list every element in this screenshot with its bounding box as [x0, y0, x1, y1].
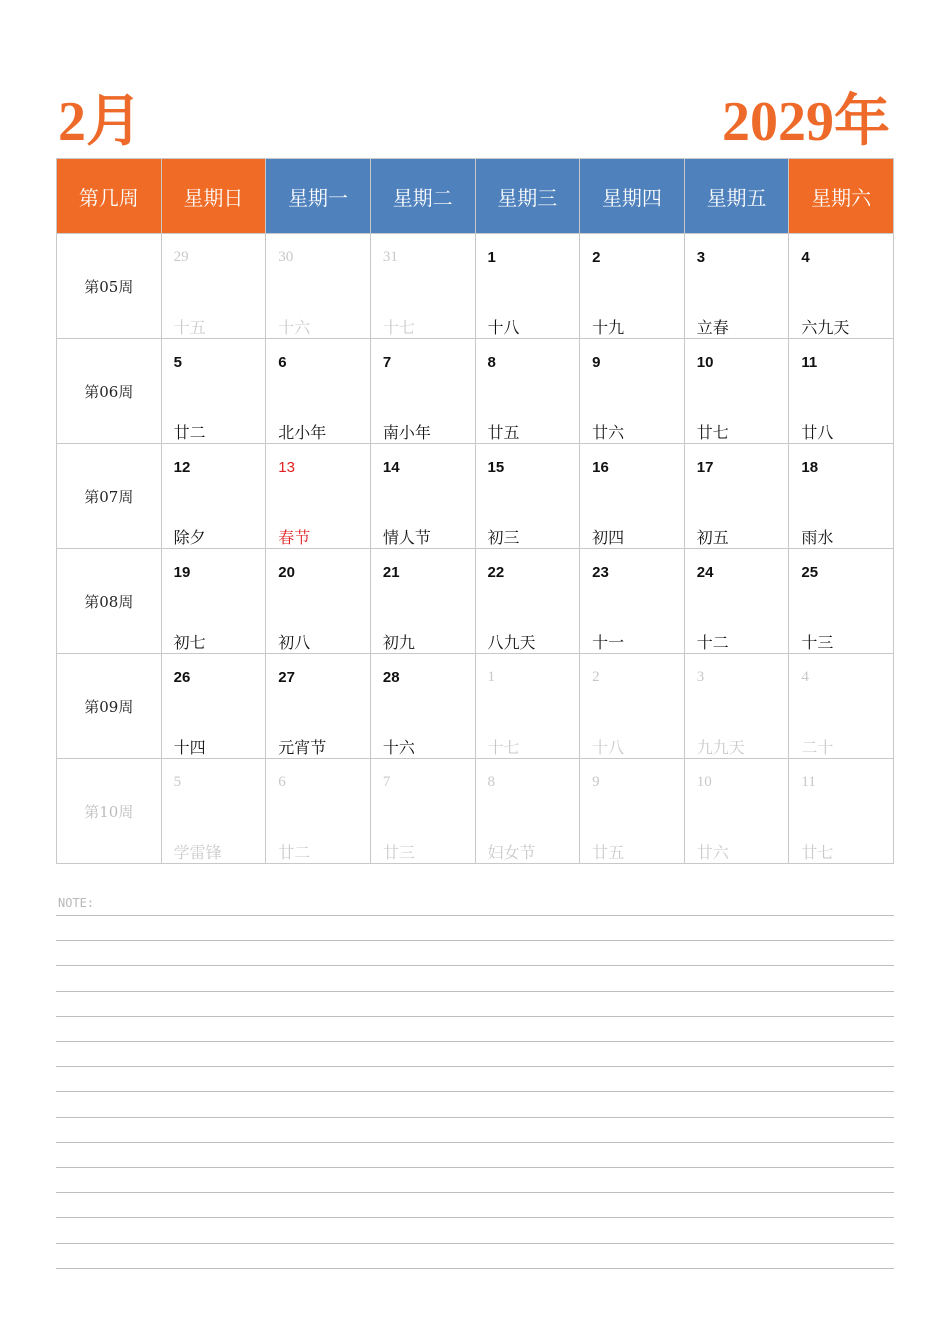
solar-date: 26 [173, 669, 191, 686]
day-cell-content [162, 759, 266, 863]
solar-date: 7 [382, 354, 392, 371]
note-line [56, 1268, 894, 1269]
lunar-date: 春节 [278, 528, 311, 547]
solar-date: 2 [592, 669, 600, 685]
lunar-date: 十六 [382, 738, 415, 757]
lunar-date: 廿八 [801, 423, 834, 442]
solar-date: 10 [696, 774, 712, 790]
lunar-date: 廿五 [592, 843, 625, 862]
solar-date: 9 [592, 774, 600, 790]
day-cell-content [685, 549, 789, 653]
solar-date: 5 [173, 354, 182, 371]
day-cell[interactable] [475, 759, 580, 864]
day-cell-content [162, 654, 266, 758]
week-row [57, 549, 894, 654]
lunar-date: 十七 [487, 738, 520, 757]
note-line [56, 991, 894, 992]
day-cell[interactable] [789, 654, 894, 759]
solar-date: 11 [801, 354, 818, 371]
day-cell-content [266, 444, 370, 548]
solar-date: 13 [278, 459, 295, 476]
lunar-date: 六九天 [801, 318, 850, 337]
day-cell-content [371, 654, 475, 758]
week-row [57, 234, 894, 339]
day-cell-content [580, 759, 684, 863]
solar-date: 1 [487, 669, 495, 685]
header-monday: 星期一 [266, 159, 371, 234]
day-cell-content [266, 549, 370, 653]
note-line [56, 1041, 894, 1042]
day-cell-content [580, 444, 684, 548]
day-cell-content [162, 339, 266, 443]
lunar-date: 立春 [696, 318, 729, 337]
day-cell-content [685, 444, 789, 548]
week-number-label: 第07周 [57, 444, 162, 549]
day-cell-content [266, 654, 370, 758]
day-cell[interactable] [266, 759, 371, 864]
day-cell-content [685, 339, 789, 443]
lunar-date: 十八 [487, 318, 520, 337]
day-cell-content [476, 234, 580, 338]
solar-date: 18 [801, 459, 819, 476]
note-line [56, 965, 894, 966]
week-row [57, 654, 894, 759]
day-cell-content [371, 549, 475, 653]
lunar-date: 除夕 [173, 528, 206, 547]
day-cell-content [266, 759, 370, 863]
day-cell[interactable] [580, 759, 685, 864]
lunar-date: 妇女节 [487, 843, 536, 862]
note-line [56, 1091, 894, 1092]
lunar-date: 情人节 [382, 528, 431, 547]
calendar-grid [56, 158, 894, 864]
day-cell[interactable] [161, 759, 266, 864]
day-cell-content [371, 234, 475, 338]
day-cell[interactable] [789, 339, 894, 444]
lunar-date: 廿七 [801, 843, 834, 862]
day-cell-content [476, 654, 580, 758]
week-number-label: 第10周 [57, 759, 162, 864]
note-line [56, 1243, 894, 1244]
year-title: 2029年 [722, 91, 890, 153]
day-cell[interactable] [475, 654, 580, 759]
lunar-date: 十八 [592, 738, 625, 757]
week-row [57, 759, 894, 864]
day-cell-content [789, 549, 893, 653]
header-week-number: 第几周 [57, 159, 162, 234]
day-cell[interactable] [789, 234, 894, 339]
header-wednesday: 星期三 [475, 159, 580, 234]
solar-date: 15 [487, 459, 505, 476]
note-line [56, 1117, 894, 1118]
day-cell[interactable] [580, 654, 685, 759]
solar-date: 2 [592, 249, 601, 266]
solar-date: 3 [696, 249, 706, 266]
day-cell[interactable] [684, 654, 789, 759]
solar-date: 8 [487, 774, 495, 790]
solar-date: 17 [696, 459, 714, 476]
day-cell-content [371, 444, 475, 548]
day-cell-content [580, 234, 684, 338]
day-cell[interactable] [370, 759, 475, 864]
lunar-date: 廿六 [592, 423, 625, 442]
lunar-date: 廿五 [487, 423, 520, 442]
lunar-date: 南小年 [382, 423, 431, 442]
lunar-date: 十二 [696, 633, 729, 652]
lunar-date: 十一 [592, 633, 625, 652]
day-cell[interactable] [370, 234, 475, 339]
week-number-label: 第08周 [57, 549, 162, 654]
day-cell[interactable] [161, 444, 266, 549]
header-thursday: 星期四 [580, 159, 685, 234]
day-cell-content [162, 444, 266, 548]
day-cell-content [789, 234, 893, 338]
week-row [57, 444, 894, 549]
solar-date: 30 [278, 249, 294, 265]
day-cell[interactable] [370, 654, 475, 759]
lunar-date: 十九 [592, 318, 625, 337]
day-cell-content [162, 549, 266, 653]
lunar-date: 二十 [801, 738, 834, 757]
day-cell[interactable] [161, 234, 266, 339]
day-cell-content [371, 759, 475, 863]
notes-label: NOTE: [58, 896, 95, 910]
solar-date: 3 [696, 669, 705, 685]
solar-date: 24 [696, 564, 714, 581]
note-line [56, 940, 894, 941]
day-cell-content [685, 759, 789, 863]
note-line [56, 1192, 894, 1193]
header-friday: 星期五 [684, 159, 789, 234]
day-cell[interactable] [580, 234, 685, 339]
lunar-date: 初五 [696, 528, 729, 547]
day-cell-content [789, 759, 893, 863]
solar-date: 28 [382, 669, 400, 686]
lunar-date: 雨水 [801, 528, 834, 547]
day-cell[interactable] [370, 549, 475, 654]
lunar-date: 十六 [278, 318, 311, 337]
solar-date: 11 [801, 774, 816, 790]
solar-date: 27 [278, 669, 295, 686]
lunar-date: 廿三 [382, 843, 415, 862]
day-cell-content [162, 234, 266, 338]
lunar-date: 学雷锋 [173, 843, 222, 862]
lunar-date: 初三 [487, 528, 520, 547]
solar-date: 7 [382, 774, 391, 790]
lunar-date: 初九 [382, 633, 415, 652]
solar-date: 9 [592, 354, 601, 371]
lunar-date: 廿二 [278, 843, 311, 862]
day-cell[interactable] [161, 654, 266, 759]
lunar-date: 北小年 [278, 423, 327, 442]
note-line [56, 915, 894, 916]
day-cell[interactable] [475, 444, 580, 549]
lunar-date: 初四 [592, 528, 625, 547]
day-cell-content [371, 339, 475, 443]
solar-date: 4 [801, 249, 810, 266]
month-title: 2月 [58, 91, 142, 153]
solar-date: 22 [487, 564, 505, 581]
day-cell-content [789, 444, 893, 548]
day-cell-content [476, 759, 580, 863]
solar-date: 20 [278, 564, 295, 581]
lunar-date: 初八 [278, 633, 311, 652]
day-cell[interactable] [580, 339, 685, 444]
day-cell[interactable] [266, 339, 371, 444]
solar-date: 16 [592, 459, 609, 476]
day-cell[interactable] [370, 339, 475, 444]
day-cell[interactable] [475, 234, 580, 339]
solar-date: 5 [173, 774, 182, 790]
day-cell[interactable] [684, 759, 789, 864]
day-cell-content [580, 339, 684, 443]
solar-date: 14 [382, 459, 400, 476]
day-cell[interactable] [266, 549, 371, 654]
day-cell[interactable] [266, 654, 371, 759]
day-cell-content [580, 549, 684, 653]
day-cell[interactable] [684, 444, 789, 549]
day-cell-content [476, 339, 580, 443]
day-cell[interactable] [161, 339, 266, 444]
day-cell[interactable] [580, 549, 685, 654]
lunar-date: 十五 [173, 318, 206, 337]
header-sunday: 星期日 [161, 159, 266, 234]
lunar-date: 廿七 [696, 423, 729, 442]
solar-date: 6 [278, 354, 287, 371]
day-cell-content [685, 654, 789, 758]
lunar-date: 十三 [801, 633, 834, 652]
note-line [56, 1066, 894, 1067]
solar-date: 4 [801, 669, 809, 685]
day-cell[interactable] [789, 549, 894, 654]
solar-date: 1 [487, 249, 496, 266]
solar-date: 6 [278, 774, 286, 790]
day-cell[interactable] [475, 549, 580, 654]
day-cell-content [580, 654, 684, 758]
day-cell-content [476, 444, 580, 548]
day-cell-content [266, 339, 370, 443]
solar-date: 31 [382, 249, 398, 265]
day-cell[interactable] [789, 444, 894, 549]
note-line [56, 1142, 894, 1143]
day-cell[interactable] [580, 444, 685, 549]
lunar-date: 九九天 [696, 738, 745, 757]
note-line [56, 1217, 894, 1218]
solar-date: 21 [382, 564, 400, 581]
lunar-date: 初七 [173, 633, 206, 652]
lunar-date: 十四 [173, 738, 206, 757]
note-line [56, 1016, 894, 1017]
day-cell[interactable] [684, 339, 789, 444]
day-cell-content [789, 339, 893, 443]
day-cell[interactable] [684, 549, 789, 654]
lunar-date: 元宵节 [278, 738, 327, 757]
header-saturday: 星期六 [789, 159, 894, 234]
day-cell-content [789, 654, 893, 758]
day-cell[interactable] [684, 234, 789, 339]
note-line [56, 1167, 894, 1168]
day-cell-content [685, 234, 789, 338]
day-cell-content [476, 549, 580, 653]
day-cell[interactable] [370, 444, 475, 549]
lunar-date: 廿二 [173, 423, 206, 442]
solar-date: 23 [592, 564, 609, 581]
day-cell-content [266, 234, 370, 338]
day-cell[interactable] [475, 339, 580, 444]
day-cell[interactable] [266, 234, 371, 339]
week-number-label: 第05周 [57, 234, 162, 339]
day-cell[interactable] [266, 444, 371, 549]
solar-date: 10 [696, 354, 714, 371]
day-cell[interactable] [161, 549, 266, 654]
solar-date: 12 [173, 459, 191, 476]
week-number-label: 第06周 [57, 339, 162, 444]
solar-date: 29 [173, 249, 189, 265]
header-tuesday: 星期二 [370, 159, 475, 234]
solar-date: 8 [487, 354, 496, 371]
solar-date: 25 [801, 564, 819, 581]
solar-date: 19 [173, 564, 191, 581]
weekday-header-row [57, 159, 894, 234]
lunar-date: 十七 [382, 318, 415, 337]
week-number-label: 第09周 [57, 654, 162, 759]
lunar-date: 廿六 [696, 843, 729, 862]
day-cell[interactable] [789, 759, 894, 864]
lunar-date: 八九天 [487, 633, 536, 652]
week-row [57, 339, 894, 444]
